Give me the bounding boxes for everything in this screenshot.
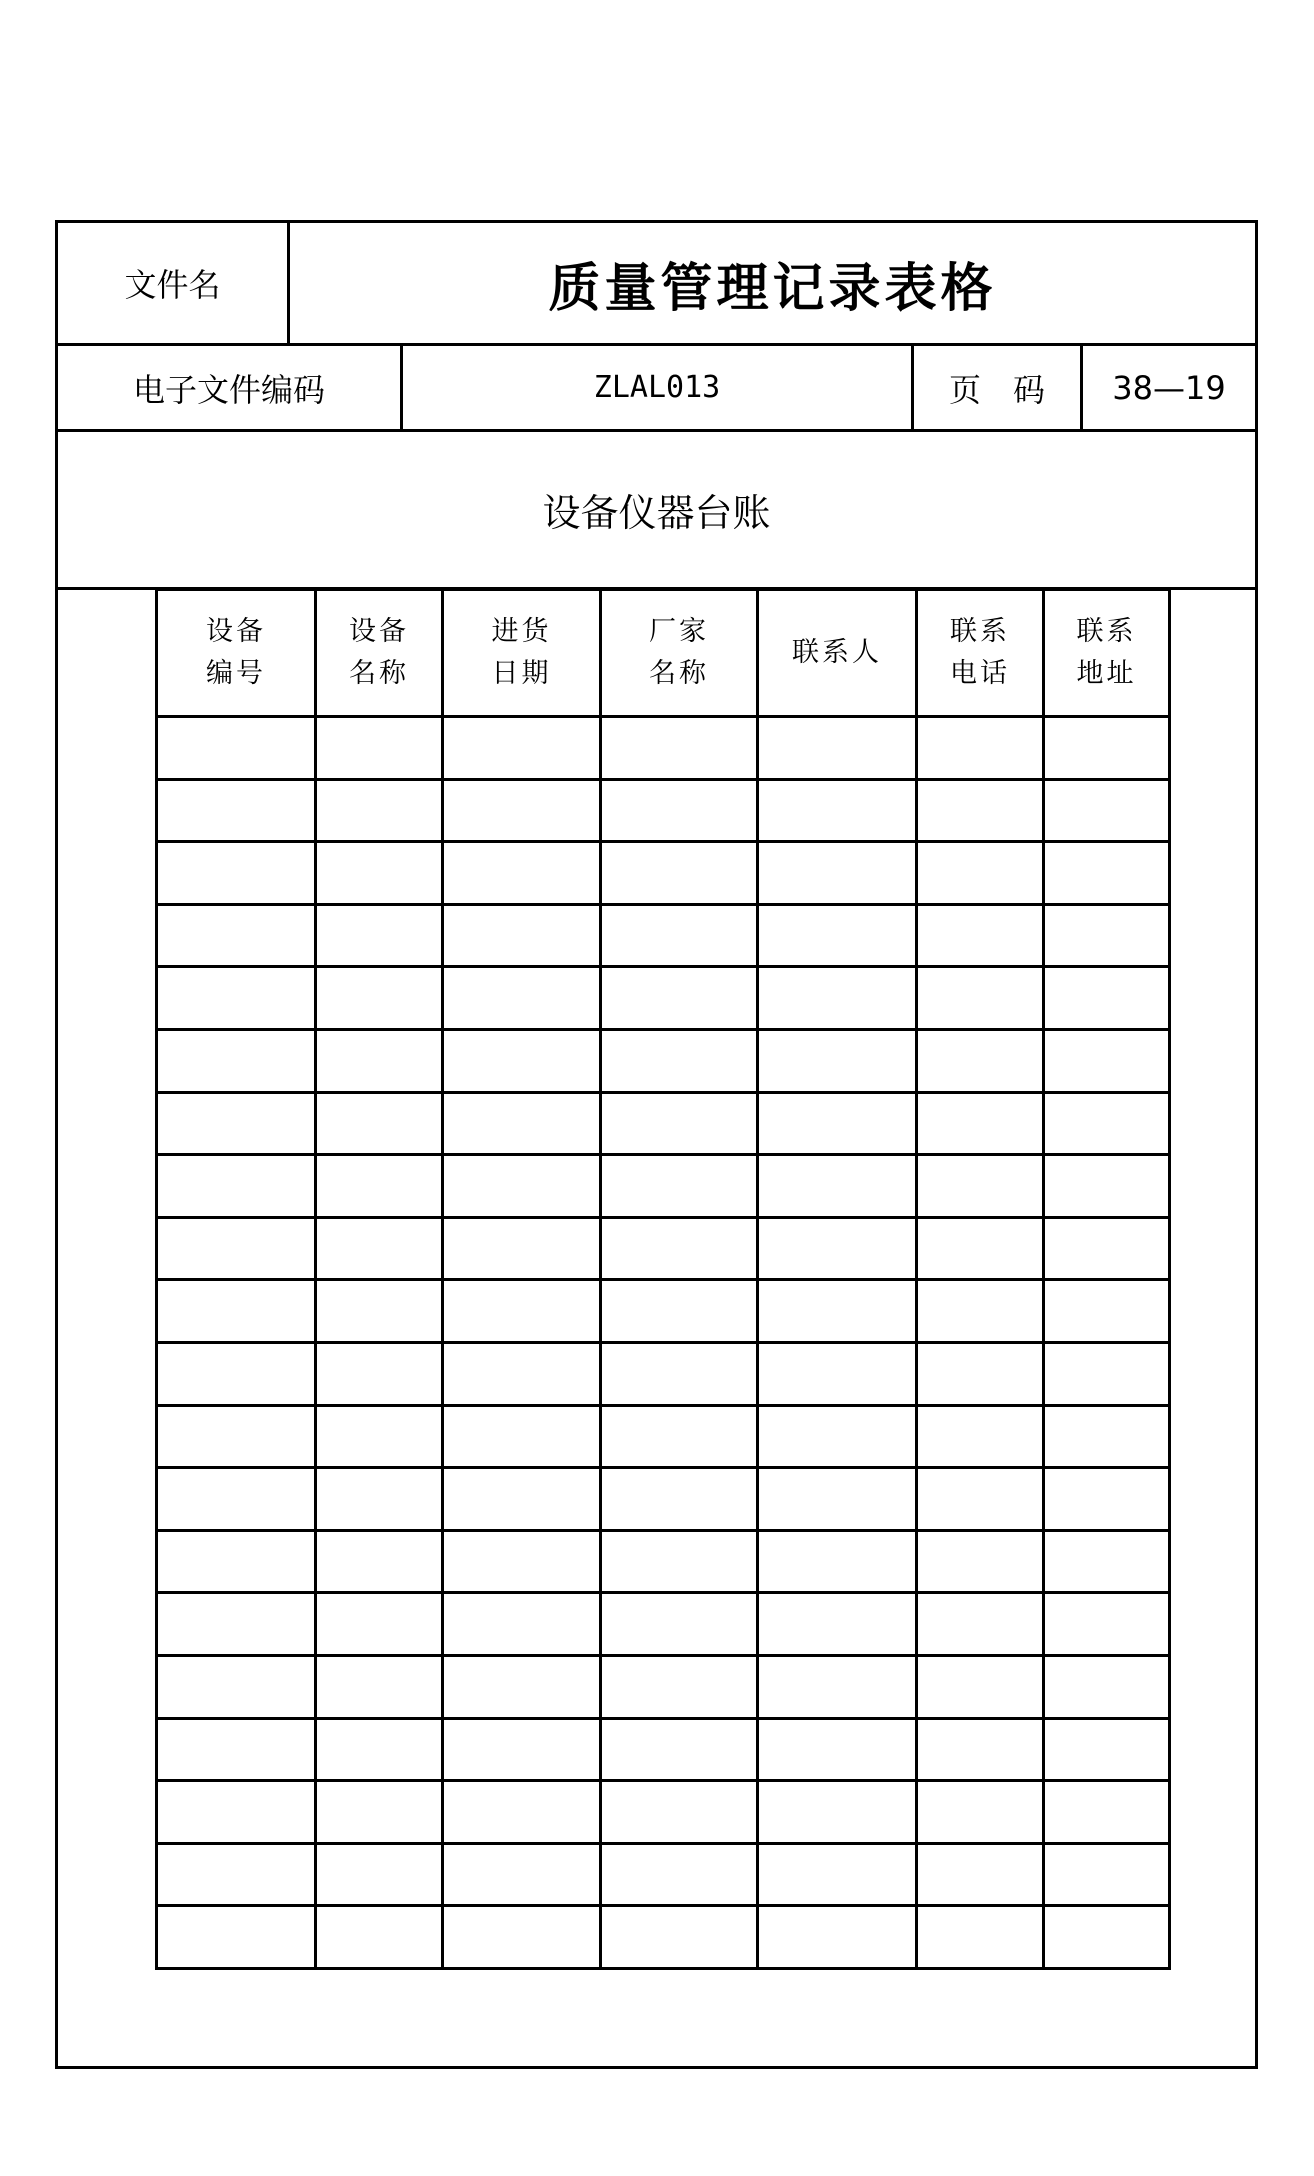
- table-cell[interactable]: [1044, 1468, 1170, 1531]
- table-row: [157, 1092, 1170, 1155]
- table-cell[interactable]: [157, 1655, 316, 1718]
- table-cell[interactable]: [917, 1655, 1044, 1718]
- table-cell[interactable]: [917, 717, 1044, 780]
- table-cell[interactable]: [917, 1029, 1044, 1092]
- column-header-equipment-number: [157, 590, 316, 717]
- table-cell[interactable]: [157, 1468, 316, 1531]
- table-cell[interactable]: [316, 1280, 443, 1343]
- table-cell[interactable]: [316, 1468, 443, 1531]
- table-cell[interactable]: [316, 1155, 443, 1218]
- page-value: 38—19: [1112, 368, 1226, 407]
- table-cell[interactable]: [917, 1342, 1044, 1405]
- table-cell[interactable]: [917, 1718, 1044, 1781]
- document-title: 质量管理记录表格: [548, 258, 997, 319]
- table-cell[interactable]: [443, 967, 601, 1030]
- table-cell[interactable]: [917, 1155, 1044, 1218]
- table-row: [157, 1342, 1170, 1405]
- table-cell[interactable]: [316, 717, 443, 780]
- table-cell[interactable]: [1044, 1843, 1170, 1906]
- table-cell[interactable]: [917, 1405, 1044, 1468]
- table-cell[interactable]: [316, 842, 443, 905]
- table-cell[interactable]: [758, 1155, 917, 1218]
- table-cell[interactable]: [758, 1906, 917, 1969]
- table-cell[interactable]: [316, 1906, 443, 1969]
- table-cell[interactable]: [1044, 1342, 1170, 1405]
- table-cell[interactable]: [443, 779, 601, 842]
- table-cell[interactable]: [917, 1217, 1044, 1280]
- table-cell[interactable]: [601, 904, 758, 967]
- table-cell[interactable]: [157, 1906, 316, 1969]
- table-cell[interactable]: [758, 1843, 917, 1906]
- table-cell[interactable]: [316, 967, 443, 1030]
- table-cell[interactable]: [1044, 1155, 1170, 1218]
- table-cell[interactable]: [1044, 1718, 1170, 1781]
- table-row: [157, 779, 1170, 842]
- table-cell[interactable]: [601, 842, 758, 905]
- table-cell[interactable]: [758, 842, 917, 905]
- column-header-line: 设备: [206, 616, 266, 647]
- page-label: 页 码: [948, 370, 1045, 409]
- table-cell[interactable]: [601, 779, 758, 842]
- column-header-line: 地址: [1076, 658, 1137, 689]
- table-cell[interactable]: [157, 1530, 316, 1593]
- table-cell[interactable]: [316, 1718, 443, 1781]
- table-cell[interactable]: [758, 1655, 917, 1718]
- table-cell[interactable]: [601, 1029, 758, 1092]
- table-cell[interactable]: [758, 717, 917, 780]
- column-header-line: 设备: [349, 616, 409, 647]
- table-cell[interactable]: [316, 1530, 443, 1593]
- table-row: [157, 1029, 1170, 1092]
- table-row: [157, 1906, 1170, 1969]
- table-cell[interactable]: [601, 1217, 758, 1280]
- table-cell[interactable]: [157, 1092, 316, 1155]
- table-row: [157, 1718, 1170, 1781]
- electronic-code-value: ZLAL013: [593, 370, 721, 405]
- table-cell[interactable]: [443, 1217, 601, 1280]
- table-row: [157, 1781, 1170, 1844]
- table-cell[interactable]: [917, 779, 1044, 842]
- table-cell[interactable]: [601, 1906, 758, 1969]
- column-header-line: 名称: [349, 658, 409, 689]
- electronic-code-label: 电子文件编码: [132, 370, 325, 409]
- table-cell[interactable]: [443, 1468, 601, 1531]
- table-cell[interactable]: [316, 1342, 443, 1405]
- column-header-contact-address: [1044, 590, 1170, 717]
- table-cell[interactable]: [443, 1718, 601, 1781]
- table-cell[interactable]: [157, 1029, 316, 1092]
- table-row: [157, 1530, 1170, 1593]
- column-header-manufacturer-name: [601, 590, 758, 717]
- table-cell[interactable]: [758, 1217, 917, 1280]
- table-cell[interactable]: [758, 967, 917, 1030]
- table-cell[interactable]: [1044, 717, 1170, 780]
- table-row: [157, 1280, 1170, 1343]
- table-row: [157, 1593, 1170, 1656]
- table-cell[interactable]: [443, 1781, 601, 1844]
- table-cell[interactable]: [758, 1468, 917, 1531]
- table-cell[interactable]: [157, 1843, 316, 1906]
- table-cell[interactable]: [157, 967, 316, 1030]
- table-cell[interactable]: [601, 1405, 758, 1468]
- table-cell[interactable]: [917, 1092, 1044, 1155]
- table-cell[interactable]: [758, 1029, 917, 1092]
- table-cell[interactable]: [601, 1781, 758, 1844]
- table-cell[interactable]: [1044, 1092, 1170, 1155]
- table-cell[interactable]: [443, 1530, 601, 1593]
- table-row: [157, 1655, 1170, 1718]
- table-cell[interactable]: [443, 1655, 601, 1718]
- table-cell[interactable]: [601, 1843, 758, 1906]
- table-cell[interactable]: [443, 1342, 601, 1405]
- table-row: [157, 1468, 1170, 1531]
- table-row: [157, 1217, 1170, 1280]
- table-cell[interactable]: [157, 1342, 316, 1405]
- column-header-line: 编号: [206, 658, 266, 689]
- table-cell[interactable]: [157, 1217, 316, 1280]
- table-cell[interactable]: [316, 904, 443, 967]
- table-header-row: [157, 590, 1170, 717]
- table-cell[interactable]: [601, 1155, 758, 1218]
- table-row: [157, 1405, 1170, 1468]
- column-header-line: 名称: [649, 658, 709, 689]
- table-cell[interactable]: [443, 1843, 601, 1906]
- table-cell[interactable]: [917, 842, 1044, 905]
- table-row: [157, 717, 1170, 780]
- table-cell[interactable]: [157, 1718, 316, 1781]
- table-cell[interactable]: [601, 1718, 758, 1781]
- table-cell[interactable]: [758, 1405, 917, 1468]
- table-row: [157, 967, 1170, 1030]
- table-cell[interactable]: [1044, 1217, 1170, 1280]
- table-cell[interactable]: [601, 1593, 758, 1656]
- table-cell[interactable]: [758, 1092, 917, 1155]
- table-cell[interactable]: [1044, 904, 1170, 967]
- table-cell[interactable]: [157, 904, 316, 967]
- table-cell[interactable]: [917, 1781, 1044, 1844]
- table-row: [157, 904, 1170, 967]
- table-cell[interactable]: [316, 1593, 443, 1656]
- table-cell[interactable]: [316, 1405, 443, 1468]
- table-cell[interactable]: [316, 1843, 443, 1906]
- column-header-line: 联系: [1076, 616, 1137, 647]
- table-cell[interactable]: [601, 1092, 758, 1155]
- table-cell[interactable]: [917, 904, 1044, 967]
- table-cell[interactable]: [157, 779, 316, 842]
- table-cell[interactable]: [157, 1280, 316, 1343]
- table-cell[interactable]: [1044, 842, 1170, 905]
- table-cell[interactable]: [758, 1530, 917, 1593]
- column-header-line: 日期: [491, 658, 552, 689]
- table-cell[interactable]: [917, 1280, 1044, 1343]
- column-header-contact-person: [758, 590, 917, 717]
- table-cell[interactable]: [443, 1906, 601, 1969]
- table-cell[interactable]: [1044, 1593, 1170, 1656]
- table-cell[interactable]: [443, 1405, 601, 1468]
- table-cell[interactable]: [443, 904, 601, 967]
- table-cell[interactable]: [601, 717, 758, 780]
- table-cell[interactable]: [601, 1342, 758, 1405]
- table-cell[interactable]: [316, 1217, 443, 1280]
- table-cell[interactable]: [917, 1906, 1044, 1969]
- table-cell[interactable]: [443, 1155, 601, 1218]
- table-cell[interactable]: [157, 717, 316, 780]
- column-header-line: 联系人: [792, 637, 882, 668]
- table-cell[interactable]: [443, 842, 601, 905]
- table-body: [157, 717, 1170, 1969]
- table-cell[interactable]: [157, 1405, 316, 1468]
- table-cell[interactable]: [1044, 1029, 1170, 1092]
- table-cell[interactable]: [917, 967, 1044, 1030]
- file-name-label: 文件名: [124, 266, 221, 304]
- table-cell[interactable]: [443, 1092, 601, 1155]
- form-subtitle: 设备仪器台账: [542, 491, 771, 535]
- table-cell[interactable]: [316, 1655, 443, 1718]
- table-cell[interactable]: [758, 1342, 917, 1405]
- table-cell[interactable]: [917, 1843, 1044, 1906]
- column-header-line: 电话: [950, 658, 1010, 689]
- table-cell[interactable]: [601, 1530, 758, 1593]
- table-cell[interactable]: [917, 1593, 1044, 1656]
- table-cell[interactable]: [758, 1718, 917, 1781]
- table-cell[interactable]: [758, 779, 917, 842]
- table-cell[interactable]: [316, 779, 443, 842]
- table-cell[interactable]: [443, 717, 601, 780]
- table-cell[interactable]: [316, 1092, 443, 1155]
- table-row: [157, 1843, 1170, 1906]
- equipment-ledger-table: [155, 588, 1171, 1970]
- table-cell[interactable]: [601, 1655, 758, 1718]
- table-cell[interactable]: [157, 842, 316, 905]
- table-cell[interactable]: [316, 1029, 443, 1092]
- table-cell[interactable]: [157, 1593, 316, 1656]
- table-cell[interactable]: [1044, 779, 1170, 842]
- table-cell[interactable]: [758, 904, 917, 967]
- table-cell[interactable]: [758, 1781, 917, 1844]
- table-cell[interactable]: [316, 1781, 443, 1844]
- table-cell[interactable]: [758, 1280, 917, 1343]
- column-header-line: 厂家: [649, 616, 709, 647]
- table-cell[interactable]: [1044, 1781, 1170, 1844]
- column-header-line: 联系: [950, 616, 1010, 647]
- table-cell[interactable]: [601, 967, 758, 1030]
- table-cell[interactable]: [157, 1781, 316, 1844]
- table-cell[interactable]: [1044, 1655, 1170, 1718]
- table-cell[interactable]: [758, 1593, 917, 1656]
- table-row: [157, 842, 1170, 905]
- table-cell[interactable]: [443, 1029, 601, 1092]
- table-cell[interactable]: [1044, 1530, 1170, 1593]
- table-cell[interactable]: [1044, 967, 1170, 1030]
- table-cell[interactable]: [1044, 1280, 1170, 1343]
- table-cell[interactable]: [917, 1468, 1044, 1531]
- table-row: [157, 1155, 1170, 1218]
- table-cell[interactable]: [443, 1280, 601, 1343]
- table-cell[interactable]: [1044, 1906, 1170, 1969]
- column-header-contact-phone: [917, 590, 1044, 717]
- table-cell[interactable]: [443, 1593, 601, 1656]
- table-cell[interactable]: [1044, 1405, 1170, 1468]
- column-header-line: 进货: [491, 616, 552, 647]
- column-header-equipment-name: [316, 590, 443, 717]
- table-cell[interactable]: [917, 1530, 1044, 1593]
- table-cell[interactable]: [157, 1155, 316, 1218]
- table-cell[interactable]: [601, 1280, 758, 1343]
- column-header-purchase-date: [443, 590, 601, 717]
- table-cell[interactable]: [601, 1468, 758, 1531]
